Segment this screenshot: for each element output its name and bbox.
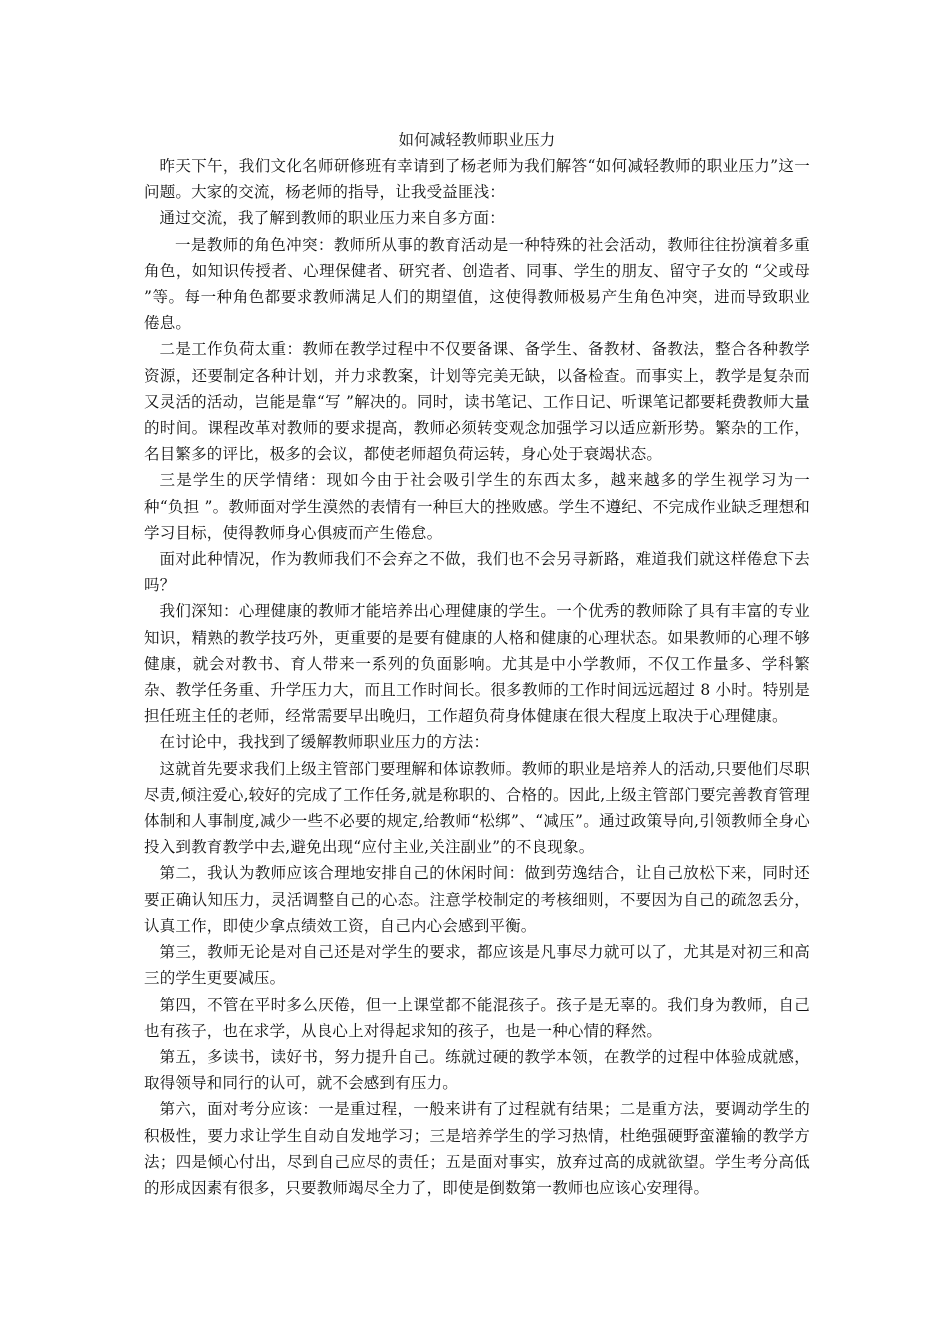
paragraph-sources-lead: 通过交流，我了解到教师的职业压力来自多方面： — [159, 209, 505, 228]
document-title: 如何减轻教师职业压力 — [398, 131, 556, 149]
paragraph-question: 面对此种情况，作为教师我们不会弃之不做，我们也不会另寻新路，难道我们就这样倦怠下去吗？ — [144, 550, 810, 595]
paragraph-method-2: 第二，我认为教师应该合理地安排自己的休闲时间：做到劳逸结合，让自己放松下来，同时还要正确认知压力，灵活调整自己的心态。注意学校制定的考核细则，不要因为自己的疏忽丢分，认真工作，即使少拿点绩效工资，自己内心会感到平衡。 — [144, 864, 810, 935]
paragraph-method-4: 第四，不管在平时多么厌倦，但一上课堂都不能混孩子。孩子是无辜的。我们身为教师，自己也有孩子，也在求学，从良心上对得起求知的孩子，也是一种心情的释然。 — [144, 995, 810, 1040]
paragraph-method-5: 第五，多读书，读好书，努力提升自己。练就过硬的教学本领，在教学的过程中体验成就感，取得领导和同行的认可，就不会感到有压力。 — [144, 1047, 810, 1093]
paragraph-student-aversion: 三是学生的厌学情绪：现如今由于社会吸引学生的东西太多，越来越多的学生视学习为一种“负担 ”。教师面对学生漠然的表情有一种巨大的挫败感。学生不遵纪、不完成作业缺乏理想和学习目标，使得教师身心俱疲而产生倦怠。 — [144, 471, 810, 542]
paragraph-method-6: 第六，面对考分应该：一是重过程，一般来讲有了过程就有结果；二是重方法，要调动学生的积极性，要力求让学生自动自发地学习；三是培养学生的学习热情，杜绝强硬野蛮灌输的教学方法；四是倾心付出，尽到自己应尽的责任；五是面对事实，放弃过高的成就欲望。学生考分高低的形成因素有很多，只要教师竭尽全力了，即使是倒数第一教师也应该心安理得。 — [144, 1100, 810, 1197]
paragraph-role-conflict: 一是教师的角色冲突：教师所从事的教育活动是一种特殊的社会活动，教师往往扮演着多重角色，如知识传授者、心理保健者、研究者、创造者、同事、学生的朋友、留守子女的 “父或母 ”等。每一种角色都要求教师满足人们的期望值，这使得教师极易产生角色冲突，进而导致职业倦息。 — [144, 235, 810, 333]
paragraph-mental-health: 我们深知：心理健康的教师才能培养出心理健康的学生。一个优秀的教师除了具有丰富的专业知识，精熟的教学技巧外，更重要的是要有健康的人格和健康的心理状态。如果教师的心理不够健康，就会对教书、育人带来一系列的负面影响。尤其是中小学教师，不仅工作量多、学科繁杂、教学任务重、升学压力大，而且工作时间长。很多教师的工作时间远远超过 8 小时。特别是担任班主任的老师，经常需要早出晚归，工作超负荷身体健康在很大程度上取决于心理健康。 — [144, 602, 810, 726]
paragraph-workload: 二是工作负荷太重：教师在教学过程中不仅要备课、备学生、备教材、备教法，整合各种教学资源，还要制定各种计划，并力求教案，计划等完美无缺，以备检查。而事实上，教学是复杂而又灵活的活动，岂能是靠“写 ”解决的。同时，读书笔记、工作日记、听课笔记都要耗费教师大量的时间。课程改革对教师的要求提高，教师必须转变观念加强学习以适应新形势。繁杂的工作，名目繁多的评比，极多的会议，都使老师超负荷运转，身心处于衰竭状态。 — [144, 340, 810, 464]
paragraph-intro: 昨天下午，我们文化名师研修班有幸请到了杨老师为我们解答“如何减轻教师的职业压力”这一问题。大家的交流，杨老师的指导，让我受益匪浅： — [144, 157, 810, 202]
paragraph-methods-lead: 在讨论中，我找到了缓解教师职业压力的方法： — [159, 733, 490, 752]
paragraph-method-1: 这就首先要求我们上级主管部门要理解和体谅教师。教师的职业是培养人的活动,只要他们尽职尽责,倾注爱心,较好的完成了工作任务,就是称职的、合格的。因此,上级主管部门要完善教育管理体制和人事制度,减少一些不必要的规定,给教师“松绑”、“减压”。通过政策导向,引领教师全身心投入到教育教学中去,避免出现“应付主业,关注副业”的不良现象。 — [144, 759, 810, 857]
document-page — [144, 127, 810, 1201]
paragraph-method-3: 第三，教师无论是对自己还是对学生的要求，都应该是凡事尽力就可以了，尤其是对初三和高三的学生更要减压。 — [144, 943, 810, 988]
